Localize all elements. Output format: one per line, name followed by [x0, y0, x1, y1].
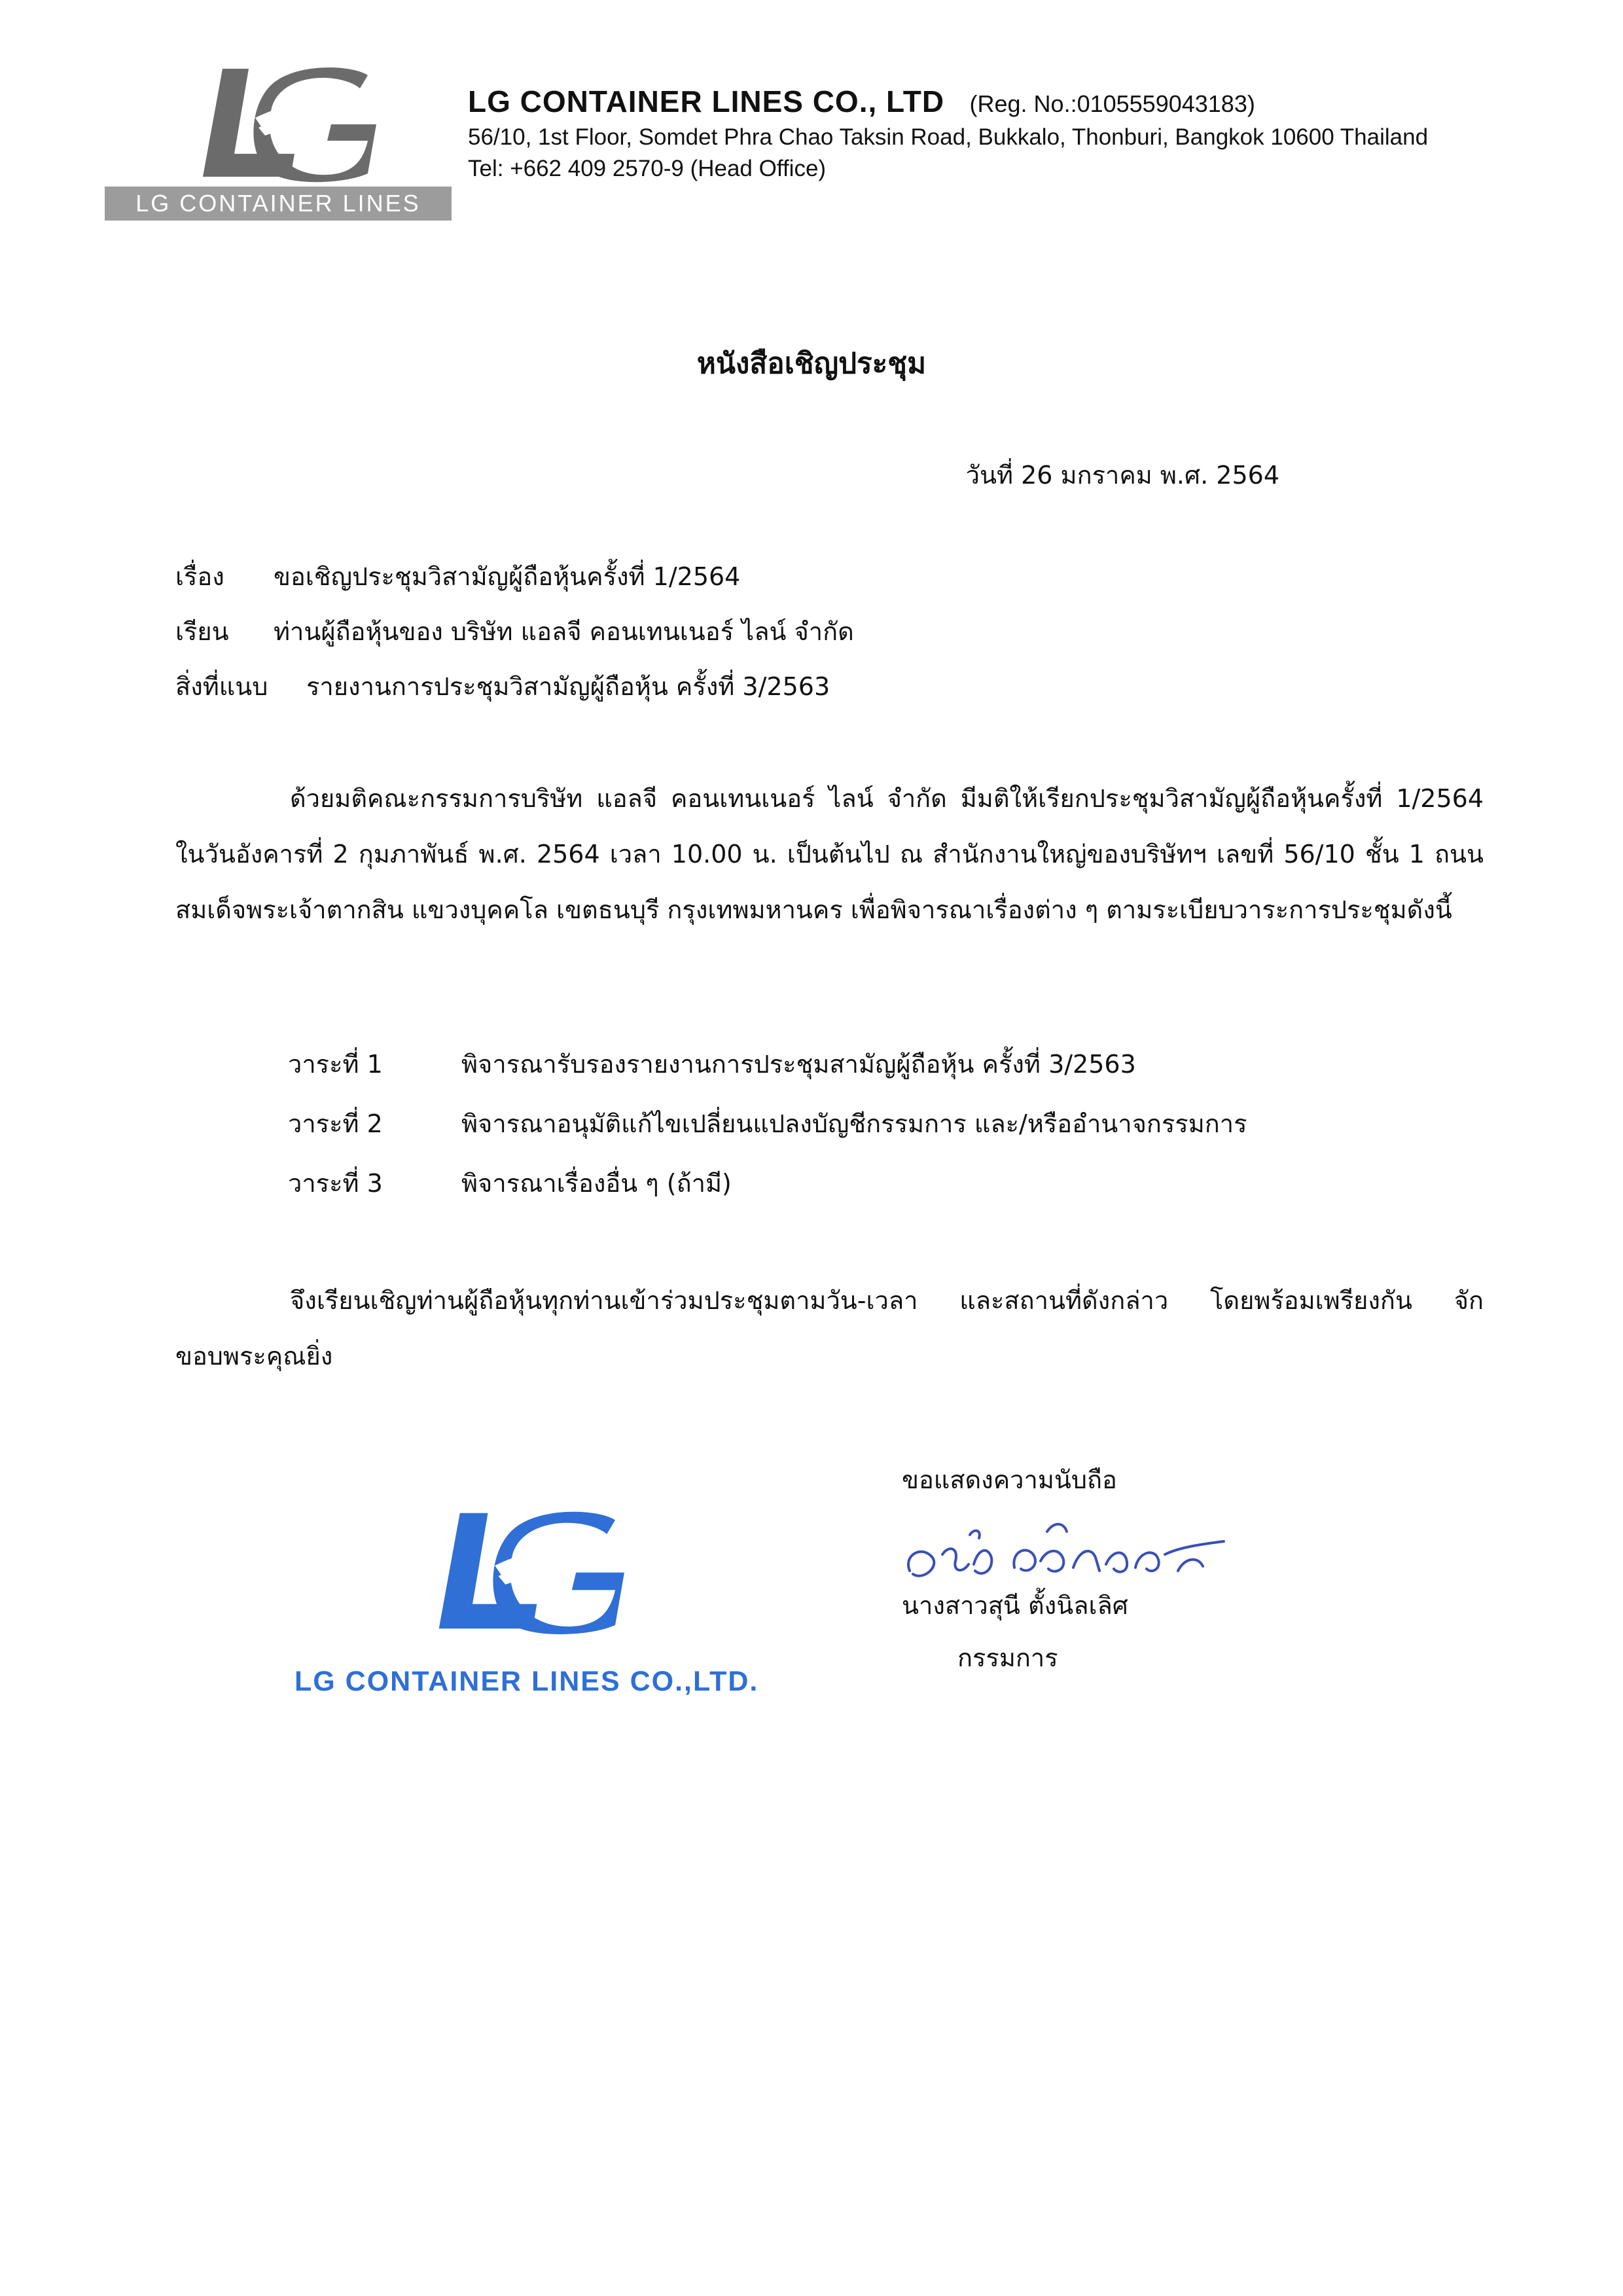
company-phone: Tel: +662 409 2570-9 (Head Office) — [468, 156, 827, 181]
document-title: หนังสือเชิญประชุม — [696, 347, 927, 380]
agenda-item — [288, 1103, 1247, 1163]
company-logo — [105, 62, 458, 226]
document-date: วันที่ 26 มกราคม พ.ศ. 2564 — [965, 461, 1279, 490]
agenda-item-text: พิจารณาเรื่องอื่น ๆ (ถ้ามี) — [461, 1169, 732, 1198]
company-name: LG CONTAINER LINES CO., LTD — [468, 84, 945, 118]
body-paragraph-1: ด้วยมติคณะกรรมการบริษัท แอลจี คอนเทนเนอร์ ไลน์ จำกัด มีมติให้เรียกประชุมวิสามัญผู้ถือหุ้นครั้งที่ 1/2564 ในวันอังคารที่ 2 กุมภาพันธ์ พ.ศ. 2564 เวลา 10.00 น. เป็นต้นไป ณ สำนักงานใหญ่ของบริษัทฯ เลขที่ 56/10 ชั้น 1 ถนนสมเด็จพระเจ้าตากสิน แขวงบุคคโล เขตธนบุรี กรุงเทพมหานคร เพื่อพิจารณาเรื่องต่าง ๆ ตามระเบียบวาระการประชุมดังนี้ — [175, 784, 1484, 924]
attachment-row — [175, 666, 854, 721]
company-info — [468, 84, 1428, 182]
agenda-item — [288, 1044, 1247, 1103]
agenda-item-label: วาระที่ 3 — [288, 1169, 383, 1198]
recipient-row — [175, 611, 854, 666]
attachment-label: สิ่งที่แนบ — [175, 672, 268, 701]
agenda-list — [288, 1044, 1247, 1223]
agenda-item-text: พิจารณาอนุมัติแก้ไขเปลี่ยนแปลงบัญชีกรรมการ และ/หรืออำนาจกรรมการ — [461, 1109, 1247, 1138]
subject-label: เรื่อง — [175, 562, 224, 591]
signer-position: กรรมการ — [957, 1643, 1058, 1672]
company-stamp — [294, 1505, 805, 1721]
agenda-item-label: วาระที่ 1 — [288, 1050, 383, 1079]
letter-meta — [175, 556, 854, 721]
recipient-label: เรียน — [175, 617, 229, 646]
recipient-text: ท่านผู้ถือหุ้นของ บริษัท แอลจี คอนเทนเนอร์ ไลน์ จำกัด — [274, 617, 854, 646]
body-paragraph-2: จึงเรียนเชิญท่านผู้ถือหุ้นทุกท่านเข้าร่วมประชุมตามวัน-เวลา และสถานที่ดังกล่าว โดยพร้อมเพรียงกัน จักขอบพระคุณยิ่ง — [175, 1286, 1484, 1371]
lg-logo-mark — [196, 62, 386, 183]
subject-text: ขอเชิญประชุมวิสามัญผู้ถือหุ้นครั้งที่ 1/2564 — [274, 562, 741, 591]
stamp-logo-mark — [432, 1505, 635, 1636]
handwritten-signature — [897, 1509, 1237, 1596]
agenda-item-label: วาระที่ 2 — [288, 1109, 383, 1138]
subject-row — [175, 556, 854, 611]
attachment-text: รายงานการประชุมวิสามัญผู้ถือหุ้น ครั้งที่ 3/2563 — [306, 672, 830, 701]
company-address: 56/10, 1st Floor, Somdet Phra Chao Taksin Road, Bukkalo, Thonburi, Bangkok 10600 Thailand — [468, 124, 1429, 150]
agenda-item-text: พิจารณารับรองรายงานการประชุมสามัญผู้ถือหุ้น ครั้งที่ 3/2563 — [461, 1050, 1136, 1079]
closing-phrase: ขอแสดงความนับถือ — [902, 1465, 1117, 1494]
agenda-item — [288, 1163, 1247, 1223]
registration-number: (Reg. No.:0105559043183) — [969, 90, 1255, 117]
signer-name: นางสาวสุนี ตั้งนิลเลิศ — [902, 1591, 1128, 1620]
stamp-company-name: LG CONTAINER LINES CO.,LTD. — [294, 1666, 759, 1697]
company-name-line — [468, 84, 1428, 119]
logo-band: LG CONTAINER LINES — [105, 187, 452, 221]
